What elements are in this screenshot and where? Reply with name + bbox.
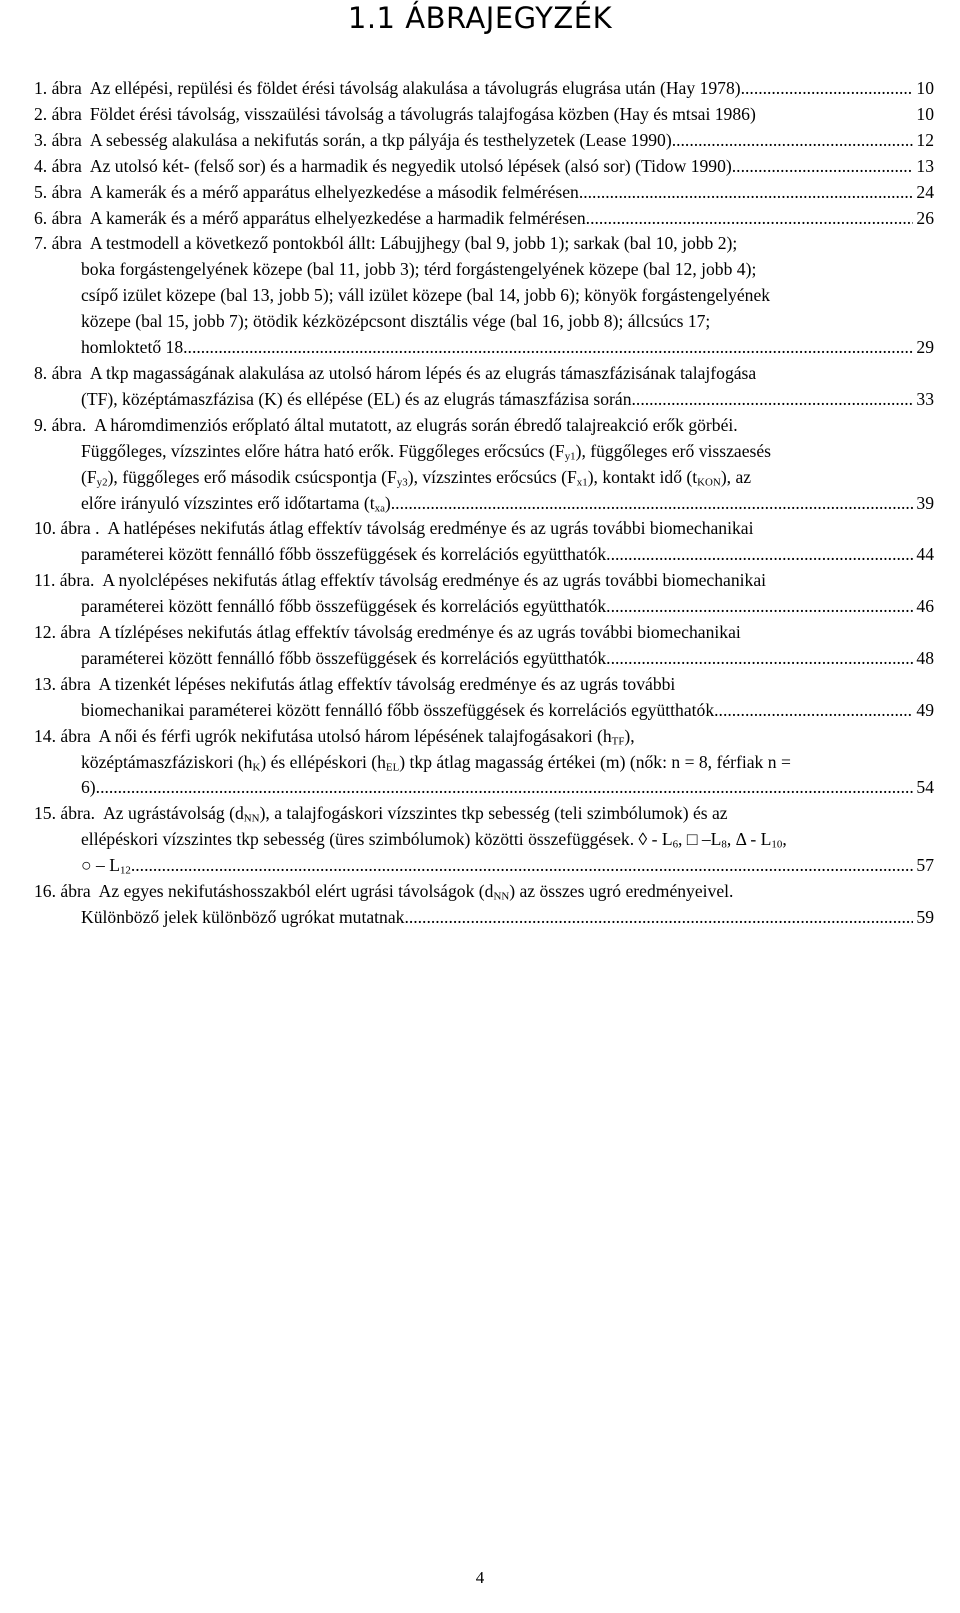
figure-caption: A kamerák és a mérő apparátus elhelyezkedése a második felmérésen [89,181,579,202]
figure-caption-line: paraméterei között fennálló főbb összefüggések és korrelációs együtthatók. [81,596,611,617]
caption-text: 6). [81,777,101,798]
toc-entry-12[interactable] [34,620,934,672]
page-number: 4 [475,1568,485,1587]
toc-entry-9[interactable] [34,413,934,517]
toc-entry-11[interactable] [34,568,934,620]
caption-text: előre irányuló vízszintes erő időtartama (t [81,492,375,513]
figure-caption: A kamerák és a mérő apparátus elhelyezkedése a harmadik felmérésen. [89,207,591,228]
page-ref: 39 [913,491,934,517]
figure-label: 1. ábra [34,78,82,98]
subscript: xa [374,502,385,515]
figure-caption-line: paraméterei között fennálló főbb összefüggések és korrelációs együtthatók. [81,647,611,668]
subscript: x1 [576,476,588,489]
caption-text: Függőleges, vízszintes előre hátra ható erők. Függőleges erőcsúcs (F [81,440,565,461]
figure-caption-line: A tízlépéses nekifutás átlag effektív távolság eredménye és az ugrás további biomechanikai [98,622,741,643]
caption-text: , Δ - L [726,829,772,850]
figure-caption-line: A tkp magasságának alakulása az utolsó három lépés és az elugrás támaszfázisának talajfogása [89,362,757,383]
caption-text: ), függőleges erő visszaesés [575,440,772,461]
figure-caption-line: csípő izület közepe (bal 13, jobb 5); váll izület közepe (bal 14, jobb 6); könyök forgástengelyének [81,285,771,306]
figure-label: 9. ábra. [34,414,87,435]
page-ref: 46 [913,594,934,620]
figure-caption-line: A nyolclépéses nekifutás átlag effektív távolság eredménye és az ugrás további biomechanikai [102,570,767,591]
subscript: NN [243,813,260,826]
caption-text: ), a talajfogáskori vízszintes tkp sebesség (teli szimbólumok) és az [259,803,728,824]
page-ref: 10 [913,102,934,128]
figure-label: 14. ábra [34,725,91,746]
page-ref: 29 [913,335,934,361]
caption-text: , □ –L [678,829,722,850]
subscript: EL [385,761,400,774]
figure-caption-line: A tizenkét lépéses nekifutás átlag effektív távolság eredménye és az ugrás további [98,673,676,694]
page-ref: 26 [913,206,934,232]
page-ref: 33 [913,387,934,413]
subscript: TF [611,735,625,748]
caption-text: ellépéskori vízszintes tkp sebesség (üres szimbólumok) közötti összefüggések. ◊ - L [81,829,673,850]
figure-caption-line: boka forgástengelyének közepe (bal 11, jobb 3); térd forgástengelyének közepe (bal 12, jobb 4); [81,259,757,280]
figure-caption-line: biomechanikai paraméterei között fennálló főbb összefüggések és korrelációs együtthatók. [81,699,719,720]
page-ref: 48 [913,646,934,672]
figure-caption-line: A testmodell a következő pontokból állt: Lábujjhegy (bal 9, jobb 1); sarkak (bal 10, jobb 2); [89,233,738,254]
toc-entry-5[interactable] [34,180,934,206]
figure-caption: Földet érési távolság, visszaülési távolság a távolugrás talajfogása közben (Hay és mtsai 1986) [89,103,756,124]
toc-entry-15[interactable] [34,801,934,879]
page-ref: 12 [913,128,934,154]
subscript: 6 [672,839,679,851]
toc-entry-1[interactable] [34,76,934,102]
toc-entry-14[interactable] [34,724,934,802]
subscript: y3 [396,476,408,489]
caption-text: ). [384,492,396,513]
subscript: KON [697,476,721,489]
subscript: y1 [564,450,576,463]
table-of-figures [34,76,934,931]
figure-caption-line: közepe (bal 15, jobb 7); ötödik kézközépcsont disztális vége (bal 16, jobb 8); állcsúcs 17; [81,311,711,332]
caption-text: Az egyes nekifutáshosszakból elért ugrási távolságok (d [98,881,494,902]
caption-text: ) tkp átlag magasság értékei (m) (nők: n = 8, férfiak n = [399,751,791,772]
page-ref: 24 [913,180,934,206]
figure-label: 11. ábra. [34,570,95,591]
page-ref: 13 [913,154,934,180]
caption-text: , [782,829,787,850]
figure-caption-line: A hatlépéses nekifutás átlag effektív távolság eredménye és az ugrás további biomechanikai [107,518,754,539]
subscript: y2 [96,476,108,489]
caption-text: Az ugrástávolság (d [103,803,244,824]
figure-caption: Az ellépési, repülési és földet érési távolság alakulása a távolugrás elugrása után (Hay 1978). [89,78,746,98]
caption-text: ), kontakt idő (t [587,466,698,487]
figure-label: 8. ábra [34,362,82,383]
page-ref: 57 [913,853,934,879]
figure-label: 12. ábra [34,622,91,643]
figure-caption: Az utolsó két- (felső sor) és a harmadik és negyedik utolsó lépések (alsó sor) (Tidow 1990) [89,155,732,176]
figure-label: 16. ábra [34,881,91,902]
figure-caption-line: paraméterei között fennálló főbb összefüggések és korrelációs együtthatók. [81,544,611,565]
figure-label: 10. ábra . [34,518,100,539]
toc-entry-16[interactable] [34,879,934,931]
caption-text: ), függőleges erő második csúcspontja (F [107,466,397,487]
toc-entry-13[interactable] [34,672,934,724]
figure-caption-line: A háromdimenziós erőplató által mutatott, az elugrás során ébredő talajreakció erők görbéi. [94,414,738,435]
subscript: NN [493,890,510,903]
page-ref: 10 [913,76,934,102]
toc-entry-3[interactable] [34,128,934,154]
toc-entry-7[interactable] [34,231,934,361]
figure-label: 7. ábra [34,233,82,254]
caption-text: ), az [720,466,752,487]
figure-label: 2. ábra [34,103,82,124]
page-ref: 54 [913,775,934,801]
figure-caption-line: homloktető 18. [81,337,188,358]
subscript: 8 [721,839,727,851]
toc-entry-6[interactable] [34,206,934,232]
toc-entry-10[interactable] [34,516,934,568]
figure-label: 5. ábra [34,181,82,202]
caption-text: ), vízszintes erőcsúcs (F [407,466,577,487]
caption-text: Különböző jelek különböző ugrókat mutatnak. [81,907,409,927]
toc-entry-8[interactable] [34,361,934,413]
figure-label: 4. ábra [34,155,82,176]
caption-text: ○ – L [81,855,120,876]
page-title: 1.1 ÁBRAJEGYZÉK [347,1,613,35]
caption-text: ) az összes ugró eredményeivel. [509,881,734,902]
figure-label: 15. ábra. [34,803,96,824]
toc-entry-4[interactable] [34,154,934,180]
subscript: 12 [119,864,131,877]
caption-text: (F [81,466,97,487]
figure-label: 13. ábra [34,673,91,694]
figure-caption: A sebesség alakulása a nekifutás során, a tkp pályája és testhelyzetek (Lease 1990) [89,129,672,150]
page-ref: 44 [913,542,934,568]
caption-text: A női és férfi ugrók nekifutása utolsó három lépésének talajfogásakori (h [98,725,612,746]
figure-caption-line: (TF), középtámaszfázisa (K) és ellépése (EL) és az elugrás támaszfázisa során [81,388,632,409]
caption-text: középtámaszfáziskori (h [81,751,253,772]
page-ref: 59 [913,905,934,931]
caption-text: ) és ellépéskori (h [260,751,386,772]
figure-label: 6. ábra [34,207,82,228]
subscript: 10 [771,839,783,851]
caption-text: ), [624,725,635,746]
toc-entry-2[interactable] [34,102,934,128]
figure-label: 3. ábra [34,129,82,150]
page-ref: 49 [913,698,934,724]
subscript: K [252,761,261,774]
